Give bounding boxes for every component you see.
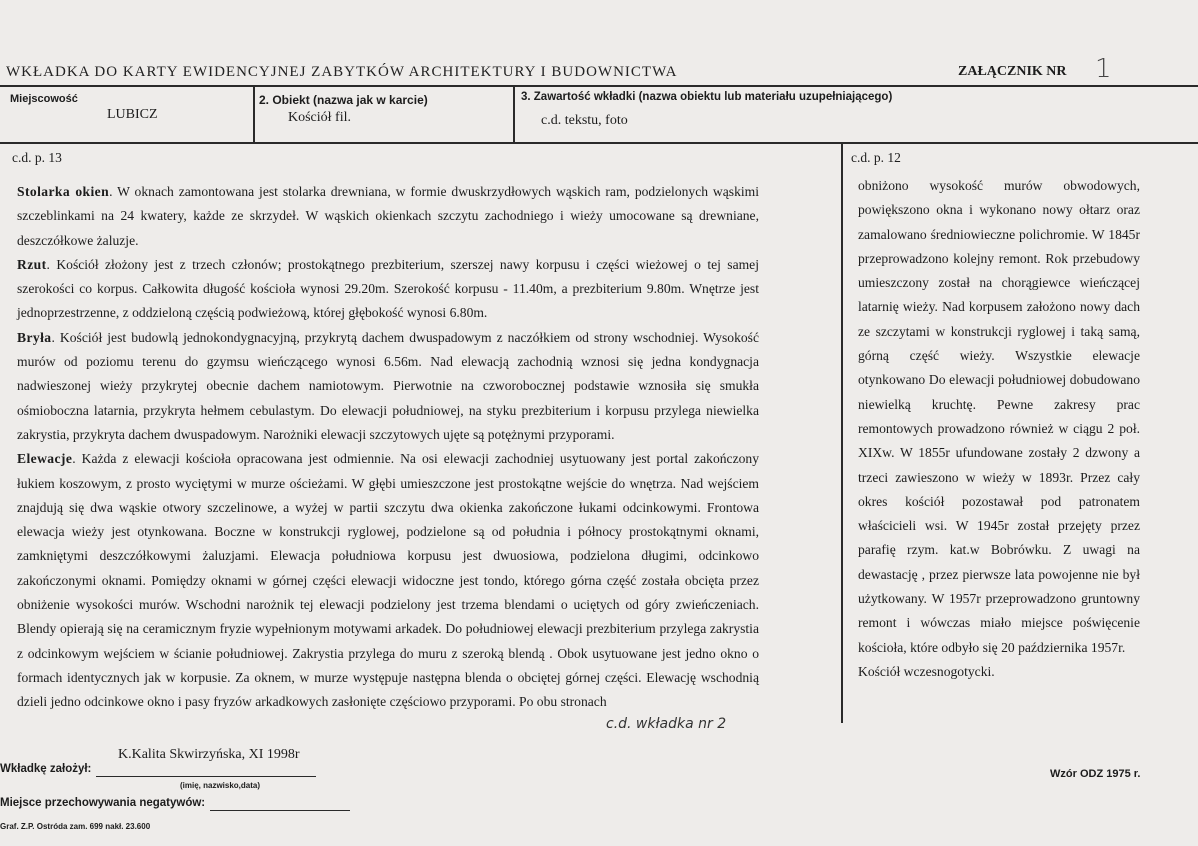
paragraph-rzut bbox=[17, 253, 759, 326]
author-label: Wkładkę założył: bbox=[0, 763, 92, 775]
text-stolarka: . W oknach zamontowana jest stolarka drewniana, w formie dwuskrzydłowych wąskich ram, podzielonych wąskimi szczeblinkami na 24 kwatery, każde ze skrzydeł. W wąskich okienkach szczytu zachodniego i wieży umocowane są drewniane, deszczółkowe żaluzje. bbox=[17, 184, 759, 248]
author-underline bbox=[96, 776, 316, 777]
text-rzut: . Kościół złożony jest z trzech członów; prostokątnego prezbiterium, szerszej nawy korpusu i części wieżowej o tej samej szerokości co korpus. Całkowita długość kościoła wynosi 29.20m. Szerokość korpusu - 11.40m, a prezbiterium 9.80m. Wnętrze jest jednoprzestrzenne, z oddzieloną częścią podwieżową, której głębokość wynosi 6.80m. bbox=[17, 256, 759, 321]
field-divider-2 bbox=[513, 86, 515, 143]
locality-label: Miejscowość bbox=[10, 93, 78, 105]
header-top-rule bbox=[0, 85, 1198, 87]
heading-elewacje: Elewacje bbox=[17, 451, 73, 467]
attachment-label: ZAŁĄCZNIK NR bbox=[958, 64, 1067, 79]
form-title: WKŁADKA DO KARTY EWIDENCYJNEJ ZABYTKÓW ARCHITEKTURY I BUDOWNICTWA bbox=[6, 64, 678, 80]
form-version: Wzór ODZ 1975 r. bbox=[1050, 768, 1141, 780]
field-divider-1 bbox=[253, 86, 255, 143]
paragraph-bryla bbox=[17, 326, 759, 447]
paragraph-elewacje bbox=[17, 447, 759, 714]
heading-stolarka: Stolarka okien bbox=[17, 184, 110, 199]
heading-rzut: Rzut bbox=[17, 256, 47, 272]
heading-bryla: Bryła bbox=[17, 329, 52, 345]
content-label: 3. Zawartość wkładki (nazwa obiektu lub materiału uzupełniającego) bbox=[521, 91, 893, 103]
right-paragraph-history: obniżono wysokość murów obwodowych, powiększono okna i wykonano nowy ołtarz oraz zamalowano średniowieczne polichromie. W 1845r przeprowadzono kolejny remont. Rok przebudowy umieszczony został na chorągiewce wieńczącej latarnię wieży. Nad korpusem założono nowy dach ze szczytami w konstrukcji ryglowej i taką samą, górną część wieży. Wszystkie elewacje otynkowano Do elewacji południowej dobudowano niewielką kruchtę. Pewne zakresy prac remontowych prowadzono również w ciągu 2 poł. XIXw. W 1855r ufundowane zostały 2 dzwony a trzeci zawieszono w wieży w 1893r. Przez cały okres kościół pozostawał pod patronatem właścicieli wsi. W 1945r został przejęty przez parafię rzym. kat.w Bobrówku. Z uwagi na dewastację , przez pierwsze lata powojenne nie był użytkowany. W 1957r przeprowadzono gruntowny remont i wówczas miało miejsce poświęcenie kościoła, które odbyło się 20 października 1957r. bbox=[858, 178, 1140, 655]
handwritten-note: c.d. wkładka nr 2 bbox=[606, 716, 727, 732]
attachment-number: 1 bbox=[1095, 54, 1112, 84]
right-continuation: c.d. p. 12 bbox=[851, 150, 901, 165]
locality-value: LUBICZ bbox=[107, 107, 158, 122]
right-paragraph-style: Kościół wczesnogotycki. bbox=[858, 663, 995, 679]
left-continuation: c.d. p. 13 bbox=[12, 150, 62, 165]
left-text-body bbox=[17, 180, 759, 715]
print-info: Graf. Z.P. Ostróda zam. 699 nakł. 23.600 bbox=[0, 822, 151, 831]
content-value: c.d. tekstu, foto bbox=[541, 113, 628, 128]
header-bottom-rule bbox=[0, 142, 1198, 144]
object-label: 2. Obiekt (nazwa jak w karcie) bbox=[259, 93, 428, 107]
object-value: Kościół fil. bbox=[288, 110, 351, 125]
storage-underline bbox=[210, 810, 350, 811]
text-elewacje: . Każda z elewacji kościoła opracowana jest odmiennie. Na osi elewacji zachodniej usytuowany jest portal zakończony łukiem koszowym, z prosto wyciętymi w murze ościeżami. W głębi umieszczone jest prostokątne wejście do wnętrza. Nad wejściem znajdują się dwa wąskie otwory szczelinowe, a wyżej w partii szczytu dwa okienka zakończone łukami odcinkowymi. Frontowa elewacja wieży jest otynkowana. Boczne w konstrukcji ryglowej, podzielone są od południa i północy prostokątnymi oknami, zamkniętymi deszczółkowymi żaluzjami. Elewacja południowa korpusu jest dwuosiowa, podzielona długimi, odcinkowo zakończonymi oknami. Pomiędzy oknami w górnej części elewacji widoczne jest tondo, którego górna część została obcięta przez obniżenie wysokości murów. Wschodni narożnik tej elewacji podzielony jest trzema blendami o uciętych od góry zwieńczeniach. Blendy opierają się na ceramicznym fryzie wypełnionym motywami arkadek. Do południowej elewacji prezbiterium przylega zakrystia z odcinkowym wejściem w ścianie południowej. Zakrystia przylega do muru z szeroką blendą . Obok usytuowane jest jedno okno o formach identycznych jak w korpusie. Za oknem, w murze występuje następna blenda o obciętej górnej części. Elewację wschodnią dzieli jedno odcinkowe okno i pasy fryzów arkadkowych zasłonięte częściowo przyporami. Po obu stronach bbox=[17, 451, 759, 710]
right-text-body bbox=[858, 174, 1140, 684]
column-separator bbox=[841, 143, 843, 723]
paragraph-stolarka bbox=[17, 180, 759, 253]
author-value: K.Kalita Skwirzyńska, XI 1998r bbox=[118, 747, 300, 762]
text-bryla: . Kościół jest budowlą jednokondygnacyjną, przykrytą dachem dwuspadowym z naczółkiem od strony wschodniej. Wysokość murów od poziomu terenu do gzymsu wieńczącego wynosi 6.56m. Nad elewacją zachodnią wznosi się jedna kondygnacja nadwieszonej wieży przykrytej obecnie dachem namiotowym. Pierwotnie na czworobocznej podstawie wznosiła się smukła ośmioboczna latarnia, przykryta hełmem cebulastym. Do elewacji południowej, na styku prezbiterium i korpusu przylega niewielka zakrystia, przykryta dachem dwuspadowym. Narożniki elewacji szczytowych ujęte są potężnymi przyporami. bbox=[17, 329, 759, 442]
author-hint: (imię, nazwisko,data) bbox=[180, 781, 261, 790]
storage-label: Miejsce przechowywania negatywów: bbox=[0, 797, 206, 809]
